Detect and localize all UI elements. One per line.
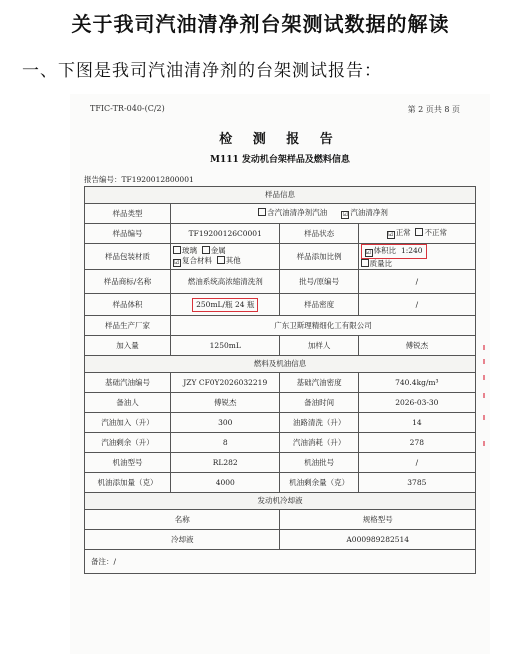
page-info: 第 2 页共 8 页 — [407, 105, 460, 114]
coolant-spec-header: 规格型号 — [280, 510, 476, 530]
coolant-name-header: 名称 — [85, 510, 280, 530]
table-row — [85, 316, 476, 336]
cell-label: 样品商标/名称 — [85, 270, 171, 294]
coolant-spec: A000989282514 — [280, 530, 476, 550]
cell-label: 样品生产厂家 — [85, 316, 171, 336]
cell-label: 机油添加量（克） — [85, 473, 171, 493]
cell-value: 8 — [171, 433, 280, 453]
edge-marks — [481, 345, 489, 465]
coolant-name: 冷却液 — [85, 530, 280, 550]
cell-value: / — [358, 270, 475, 294]
cell-label: 基础汽油密度 — [280, 373, 358, 393]
cell-value: 3785 — [358, 473, 475, 493]
cell-label: 汽油消耗（升） — [280, 433, 358, 453]
volume-value: 250mL/瓶 24 瓶 — [196, 299, 255, 309]
cell-label: 样品密度 — [280, 294, 358, 316]
cell-label: 基础汽油编号 — [85, 373, 171, 393]
cell-label: 加入量 — [85, 336, 171, 356]
cell-value — [358, 244, 475, 270]
cell-label: 机油型号 — [85, 453, 171, 473]
cell-label: 油路清洗（升） — [280, 413, 358, 433]
container-option: 复合材料 — [182, 256, 213, 265]
cell-value: RL282 — [171, 453, 280, 473]
cell-label: 样品添加比例 — [280, 244, 358, 270]
cell-value: / — [358, 453, 475, 473]
ratio-option-1: 体积比 — [373, 246, 397, 255]
cell-value — [171, 204, 476, 224]
doc-code: TFIC-TR-040-(C/2) — [90, 104, 165, 113]
cell-label: 备油时间 — [280, 393, 358, 413]
cell-label: 样品类型 — [85, 204, 171, 224]
checked-box-icon: ☑ — [342, 211, 349, 218]
page-heading: 关于我司汽油清净剂台架测试数据的解读 — [71, 12, 450, 36]
checked-box-icon: ☑ — [174, 259, 180, 266]
checkbox-icon — [202, 246, 210, 254]
cell-value: 14 — [358, 413, 475, 433]
cell-label: 机油剩余量（克） — [280, 473, 358, 493]
report-table — [84, 186, 476, 574]
section-sample-header: 样品信息 — [85, 187, 476, 204]
cell-value — [171, 244, 280, 270]
cell-value: 4000 — [171, 473, 280, 493]
table-row — [85, 530, 476, 550]
cell-label: 汽油剩余（升） — [85, 433, 171, 453]
cell-value: JZY CF0Y2026032219 — [171, 373, 280, 393]
section-coolant-header: 发动机冷却液 — [85, 493, 476, 510]
table-row — [85, 270, 476, 294]
table-row — [85, 550, 476, 574]
checkbox-icon — [415, 228, 423, 236]
volume-highlight — [192, 298, 258, 312]
cell-value: 278 — [358, 433, 475, 453]
table-row — [85, 473, 476, 493]
checked-box-icon: ☑ — [387, 231, 394, 238]
table-row — [85, 413, 476, 433]
state-option-1: 正常 — [395, 228, 411, 237]
cell-label: 样品包装材质 — [85, 244, 171, 270]
remark: 备注：/ — [85, 550, 476, 574]
table-row — [85, 373, 476, 393]
cell-label: 汽油加入（升） — [85, 413, 171, 433]
table-row — [85, 510, 476, 530]
section-fuel-header: 燃料及机油信息 — [85, 356, 476, 373]
state-option-2: 不正常 — [424, 228, 447, 237]
cell-value: TF19200126C0001 — [171, 224, 280, 244]
cell-value: 2026-03-30 — [358, 393, 475, 413]
table-row — [85, 294, 476, 316]
cell-value — [171, 294, 280, 316]
cell-value: 广东卫斯理精细化工有限公司 — [171, 316, 476, 336]
report-scan — [70, 94, 490, 654]
cell-label: 加样人 — [280, 336, 358, 356]
table-row — [85, 336, 476, 356]
report-subtitle: M111 发动机台架样品及燃料信息 — [210, 155, 350, 165]
cell-label: 样品状态 — [280, 224, 358, 244]
cell-value: 傅锐杰 — [171, 393, 280, 413]
container-option: 金属 — [210, 246, 226, 255]
cell-value: / — [358, 294, 475, 316]
report-number — [84, 174, 194, 185]
checkbox-icon — [258, 208, 266, 216]
checked-box-icon: ☑ — [365, 249, 372, 256]
cell-value: 740.4kg/m³ — [358, 373, 475, 393]
container-option: 其他 — [225, 256, 241, 265]
report-number-value: TF1920012800001 — [121, 175, 194, 184]
section-heading: 一、下图是我司汽油清净剂的台架测试报告： — [22, 61, 382, 81]
cell-label: 样品编号 — [85, 224, 171, 244]
checkbox-icon — [173, 246, 181, 254]
container-option: 玻璃 — [182, 246, 198, 255]
type-option-2: 汽油清净剂 — [350, 208, 388, 217]
checkbox-icon — [361, 259, 369, 267]
table-row — [85, 393, 476, 413]
cell-value — [358, 224, 475, 244]
table-row — [85, 204, 476, 224]
table-row — [85, 433, 476, 453]
type-option-1: 含汽油清净剂汽油 — [267, 208, 328, 217]
cell-value: 燃油系统高浓缩清洗剂 — [171, 270, 280, 294]
report-number-label: 报告编号： — [84, 175, 122, 184]
cell-label: 备油人 — [85, 393, 171, 413]
table-row — [85, 224, 476, 244]
cell-label: 样品体积 — [85, 294, 171, 316]
cell-value: 傅锐杰 — [358, 336, 475, 356]
ratio-option-2: 质量比 — [369, 259, 393, 268]
ratio-highlight — [361, 244, 427, 259]
cell-value: 1250mL — [171, 336, 280, 356]
checkbox-icon — [217, 256, 225, 264]
table-row — [85, 453, 476, 473]
cell-label: 批号/原编号 — [280, 270, 358, 294]
cell-value: 300 — [171, 413, 280, 433]
table-row — [85, 244, 476, 270]
report-title: 检 测 报 告 — [219, 132, 341, 147]
cell-label: 机油批号 — [280, 453, 358, 473]
ratio-value: 1:240 — [400, 246, 423, 255]
